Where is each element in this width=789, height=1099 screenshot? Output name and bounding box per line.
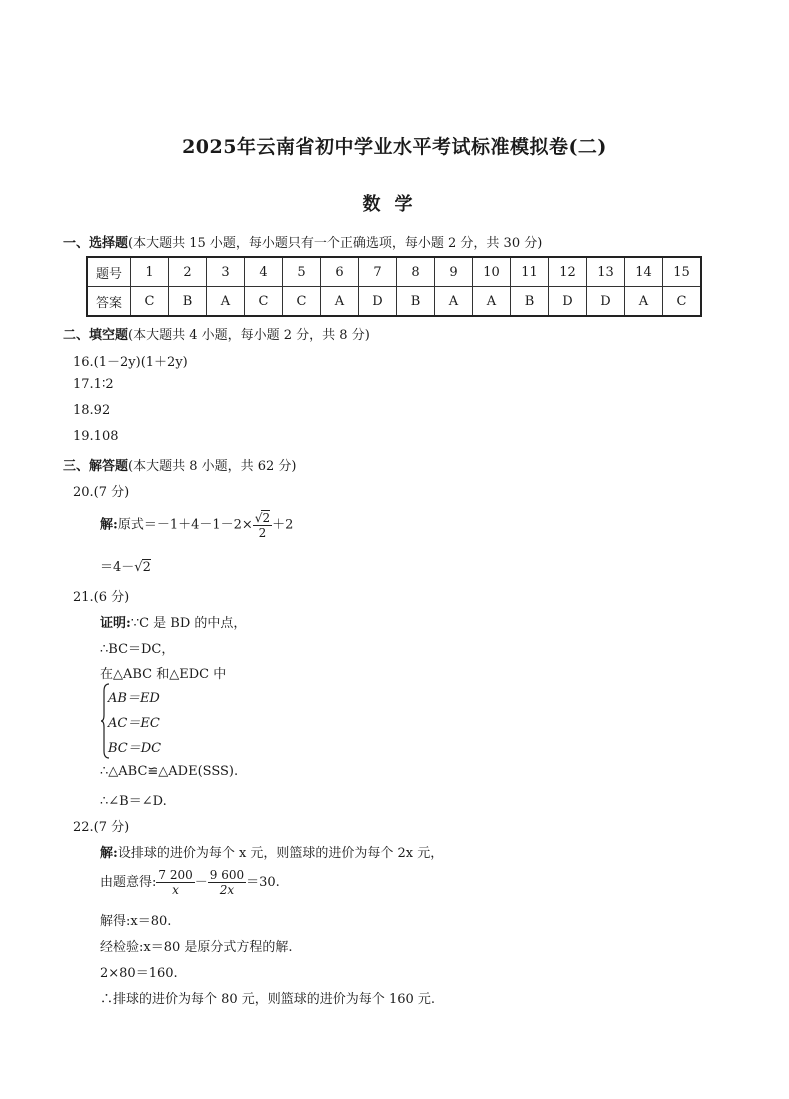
question-number: 14: [625, 257, 663, 287]
q22-solve-label: 解:: [100, 846, 118, 861]
q20-line1: [100, 510, 293, 540]
q21-line1: [100, 612, 246, 631]
question-number: 10: [473, 257, 511, 287]
question-number: 1: [131, 257, 169, 287]
row-label-number: 题号: [87, 257, 131, 287]
q20-frac-den: 2: [258, 526, 267, 540]
q20-line2-sqrt-value: 2: [142, 560, 151, 575]
section-solve: [63, 455, 297, 474]
section-choice-desc: (本大题共 15 小题，每小题只有一个正确选项，每小题 2 分，共 30 分): [128, 236, 543, 251]
section-choice-heading: 一、选择题: [63, 236, 129, 251]
q22-minus: －: [194, 875, 208, 890]
q22-f1-num: 7 200: [158, 868, 193, 882]
answer-cell: A: [473, 287, 511, 317]
answer-cell: D: [587, 287, 625, 317]
question-number: 6: [321, 257, 359, 287]
answer-cell: B: [511, 287, 549, 317]
subject-heading: 数学: [362, 194, 427, 215]
question-number: 15: [663, 257, 702, 287]
q22-f2-den: 2x: [219, 883, 235, 897]
q22-line6: ∴排球的进价为每个 80 元，则篮球的进价为每个 160 元.: [100, 992, 436, 1007]
q22-f2-num: 9 600: [209, 868, 245, 882]
row-label-answer: 答案: [87, 287, 131, 317]
fill-answer-18: 18.92: [73, 403, 111, 418]
fill-answer-19: 19.108: [73, 429, 119, 444]
question-number: 11: [511, 257, 549, 287]
answer-cell: C: [245, 287, 283, 317]
q20-frac-num: √2: [254, 511, 271, 525]
q22-fraction-1: [156, 868, 194, 897]
section-solve-heading: 三、解答题: [63, 459, 129, 474]
q21-proof-label: 证明:: [100, 616, 131, 631]
answer-cell: A: [625, 287, 663, 317]
q21-line1-text: ∵C 是 BD 的中点，: [130, 616, 247, 631]
answer-cell: C: [131, 287, 169, 317]
q21-line2: ∴BC＝DC，: [100, 642, 175, 657]
fill-answer-16: 16.(1－2y)(1＋2y): [73, 355, 188, 370]
q21-system-eq3: BC＝DC: [108, 741, 162, 756]
answer-table-row-answers: [87, 287, 701, 317]
answer-cell: A: [321, 287, 359, 317]
q22-line3: 解得:x＝80.: [100, 914, 172, 929]
answer-table: [86, 256, 702, 317]
answer-cell: A: [207, 287, 245, 317]
question-number: 3: [207, 257, 245, 287]
question-number: 7: [359, 257, 397, 287]
q22-line2-suffix: ＝30.: [246, 875, 280, 890]
q21-system-eq1: AB＝ED: [108, 691, 160, 706]
q22-line4: 经检验:x＝80 是原分式方程的解.: [100, 940, 293, 955]
section-solve-desc: (本大题共 8 小题，共 62 分): [128, 459, 297, 474]
q20-header: 20.(7 分): [73, 485, 130, 500]
answer-cell: B: [169, 287, 207, 317]
question-number: 4: [245, 257, 283, 287]
question-number: 9: [435, 257, 473, 287]
q21-header: 21.(6 分): [73, 590, 130, 605]
fill-answer-17: 17.1∶2: [73, 377, 114, 392]
q22-fraction-2: [208, 868, 246, 897]
answer-table-row-numbers: [87, 257, 701, 287]
section-fill-desc: (本大题共 4 小题，每小题 2 分，共 8 分): [128, 328, 370, 343]
q20-frac-num-value: 2: [262, 511, 271, 525]
q21-system-eq2: AC＝EC: [108, 716, 160, 731]
q20-expr-a: 原式＝－1＋4－1－2×: [117, 517, 253, 533]
q20-line2-radical: √2: [134, 560, 151, 575]
answer-cell: B: [397, 287, 435, 317]
answer-cell: A: [435, 287, 473, 317]
answer-cell: D: [549, 287, 587, 317]
q22-line2-prefix: 由题意得:: [100, 875, 157, 890]
q20-fraction: [253, 510, 272, 540]
answer-cell: D: [359, 287, 397, 317]
q20-line2: [100, 556, 151, 575]
answer-cell: C: [283, 287, 321, 317]
section-fill: [63, 324, 370, 343]
question-number: 13: [587, 257, 625, 287]
q20-solve-label: 解:: [100, 517, 118, 533]
q20-expr-b: ＋2: [272, 517, 294, 533]
question-number: 12: [549, 257, 587, 287]
q22-line1: [100, 842, 443, 861]
question-number: 2: [169, 257, 207, 287]
question-number: 8: [397, 257, 435, 287]
q22-line1-text: 设排球的进价为每个 x 元，则篮球的进价为每个 2x 元，: [117, 846, 444, 861]
q20-line2-expr: ＝4－: [100, 560, 135, 575]
q21-line5: ∴∠B＝∠D.: [100, 794, 167, 809]
section-choice: [63, 232, 542, 251]
q21-line3: 在△ABC 和△EDC 中: [100, 667, 227, 682]
answer-cell: C: [663, 287, 702, 317]
section-fill-heading: 二、填空题: [63, 328, 129, 343]
question-number: 5: [283, 257, 321, 287]
q22-line5: 2×80＝160.: [100, 966, 178, 981]
page-title: 2025年云南省初中学业水平考试标准模拟卷(二): [182, 136, 607, 158]
q22-f1-den: x: [172, 883, 179, 897]
q21-line4: ∴△ABC≌△ADE(SSS).: [100, 764, 239, 779]
q22-header: 22.(7 分): [73, 820, 130, 835]
q22-line2: [100, 868, 280, 897]
